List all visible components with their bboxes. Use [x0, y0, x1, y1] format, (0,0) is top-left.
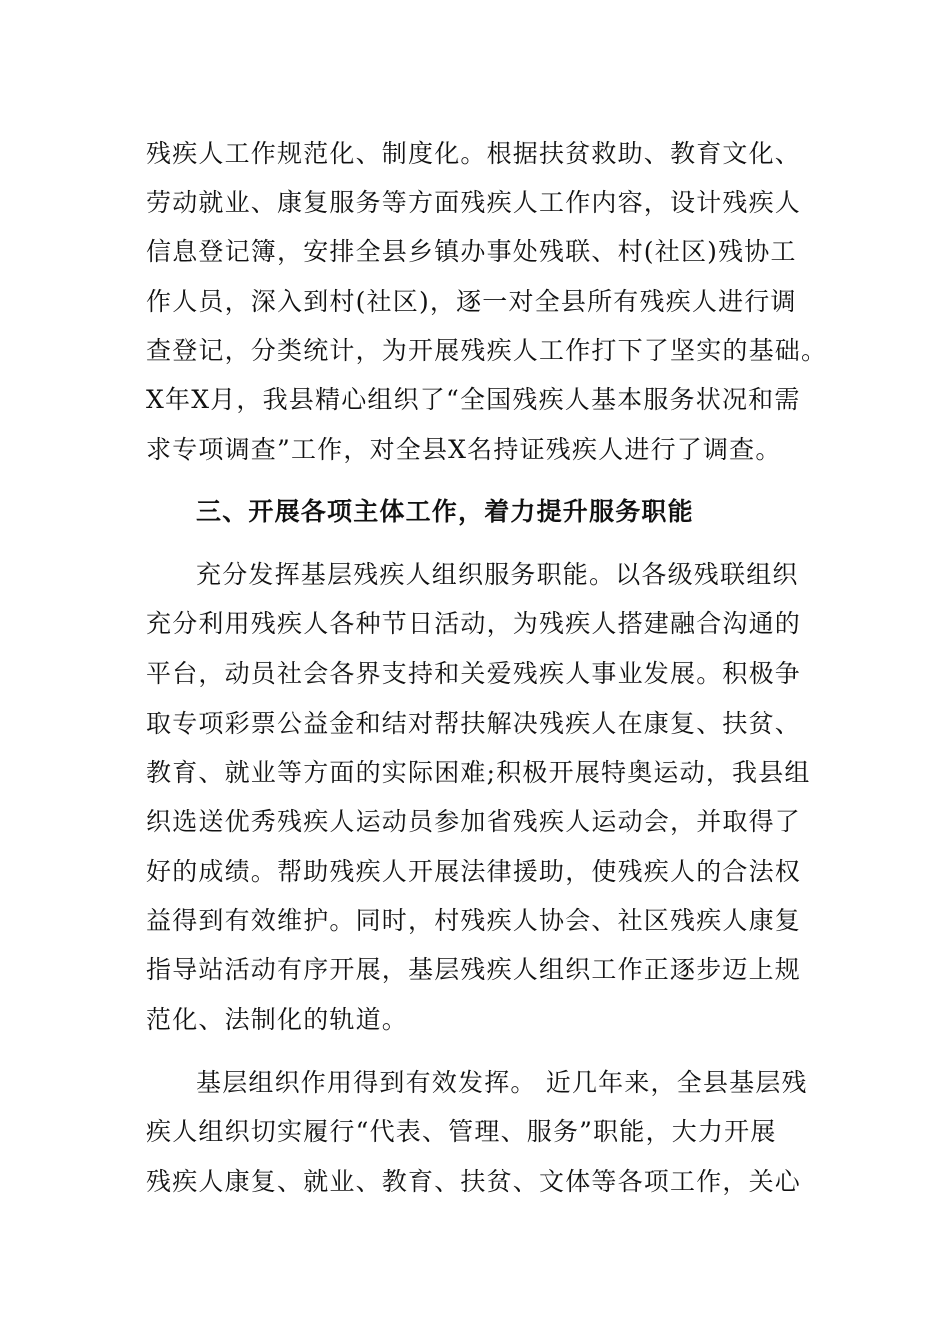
section-heading: 三、开展各项主体工作，着力提升服务职能 — [196, 497, 694, 526]
paragraph-line: 查登记，分类统计，为开展残疾人工作打下了坚实的基础。 — [146, 336, 828, 365]
paragraph-line: 基层组织作用得到有效发挥。 近几年来，全县基层残 — [196, 1068, 808, 1097]
paragraph-line: 充分利用残疾人各种节日活动，为残疾人搭建融合沟通的 — [146, 609, 802, 638]
paragraph-line: 疾人组织切实履行“代表、管理、服务”职能，大力开展 — [146, 1117, 777, 1146]
paragraph-line: 信息登记簿，安排全县乡镇办事处残联、村(社区)残协工 — [146, 237, 797, 266]
paragraph-line: 劳动就业、康复服务等方面残疾人工作内容，设计残疾人 — [146, 188, 802, 217]
paragraph-line: 织选送优秀残疾人运动员参加省残疾人运动会，并取得了 — [146, 807, 802, 836]
paragraph-line: 取专项彩票公益金和结对帮扶解决残疾人在康复、扶贫、 — [146, 709, 802, 738]
paragraph-line: X年X月，我县精心组织了“全国残疾人基本服务状况和需 — [146, 385, 801, 414]
paragraph-line: 范化、法制化的轨道。 — [146, 1005, 409, 1034]
paragraph-line: 作人员，深入到村(社区)，逐一对全县所有残疾人进行调 — [146, 287, 797, 316]
paragraph-line: 残疾人康复、就业、教育、扶贫、文体等各项工作，关心 — [146, 1167, 802, 1196]
paragraph-line: 残疾人工作规范化、制度化。根据扶贫救助、教育文化、 — [146, 139, 802, 168]
paragraph-line: 益得到有效维护。同时，村残疾人协会、社区残疾人康复 — [146, 906, 802, 935]
paragraph-line: 充分发挥基层残疾人组织服务职能。以各级残联组织 — [196, 560, 799, 589]
paragraph-line: 教育、就业等方面的实际困难;积极开展特奥运动，我县组 — [146, 758, 811, 787]
paragraph-line: 平台，动员社会各界支持和关爱残疾人事业发展。积极争 — [146, 659, 802, 688]
paragraph-line: 指导站活动有序开展，基层残疾人组织工作正逐步迈上规 — [146, 955, 802, 984]
paragraph-line: 求专项调查”工作，对全县X名持证残疾人进行了调查。 — [146, 435, 782, 464]
paragraph-line: 好的成绩。帮助残疾人开展法律援助，使残疾人的合法权 — [146, 857, 802, 886]
